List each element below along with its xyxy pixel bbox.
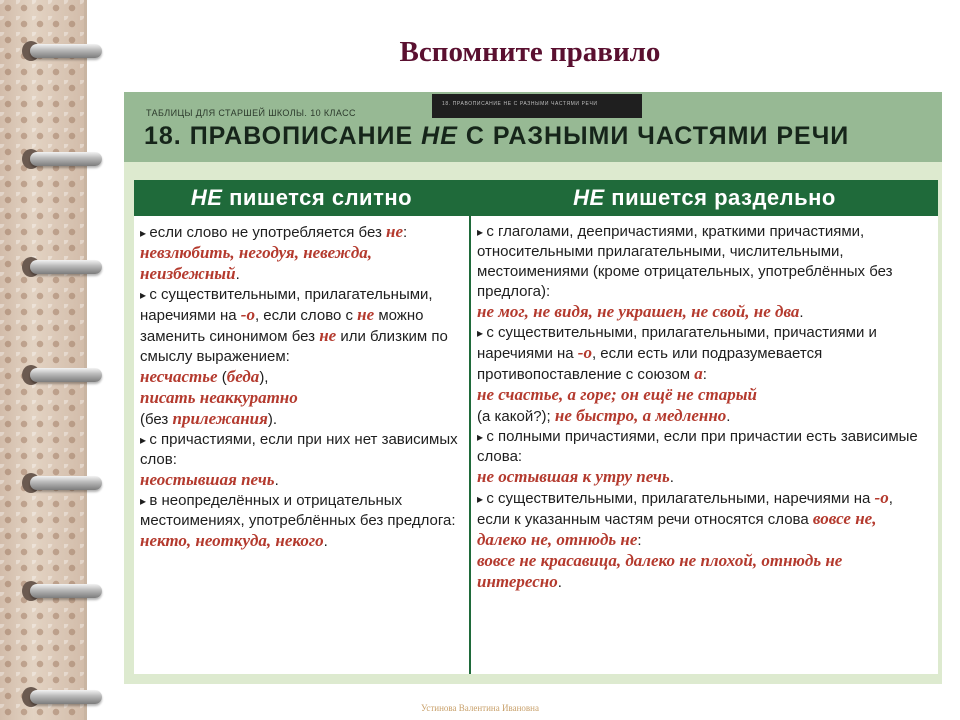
column-separate-header [471,180,938,216]
rule-text: . [557,574,562,591]
header-ne: НЕ [190,185,223,210]
rule-example: не счастье, а горе; он ещё не старый [477,385,757,404]
binding-ring [22,254,106,280]
sheet-tag [432,94,642,118]
binding-ring [22,146,106,172]
rule-example: несчастье [140,367,218,386]
column-joined [134,180,469,552]
binding-ring [22,470,106,496]
sheet-title-part: С РАЗНЫМИ ЧАСТЯМИ РЕЧИ [457,122,850,150]
rule-accent: -о [874,488,889,507]
sheet-title [144,122,849,151]
binding-ring [22,578,106,604]
rule-text: если слово не употребляется без [149,224,386,241]
binding-edge [84,0,87,720]
sheet-title-ne: НЕ [421,122,458,150]
rule-text: можно заменить синонимом без [140,307,424,345]
rule-example: не остывшая к утру печь [477,467,670,486]
sheet-series: ТАБЛИЦЫ ДЛЯ СТАРШЕЙ ШКОЛЫ. 10 КЛАСС [146,108,356,118]
rule-table-sheet [124,92,942,684]
rule-example: некто, неоткуда, некого [140,531,324,550]
rule-item [477,427,928,488]
rule-text: : [637,532,642,549]
rule-item [140,222,459,285]
rule-accent: не [319,326,337,345]
rule-text: : [402,224,408,241]
rule-item [140,491,459,552]
rule-example: невзлюбить, негодуя, невежда, неизбежный [140,243,373,283]
rule-example: вовсе не красавица, далеко не плохой, отнюдь не интересно [477,551,843,591]
sheet-header [124,92,942,162]
column-separate [471,180,938,593]
rule-example: вовсе не, далеко не, отнюдь не [477,509,877,549]
rule-text: , если есть или подразумевается противопоставление с союзом [477,345,823,383]
rule-example: писать неаккуратно [140,388,298,407]
rule-text: , если слово с [254,307,358,324]
sheet-title-part: 18. ПРАВОПИСАНИЕ [144,122,422,150]
rule-item [140,285,459,430]
rule-text: ). [267,411,278,428]
rule-text: (а какой?); [477,408,555,425]
rule-item [477,222,928,323]
rule-item [477,323,928,427]
column-joined-body [134,216,469,552]
rule-example: не быстро, а медленно [554,406,727,425]
sheet-tag-text: 18. ПРАВОПИСАНИЕ НЕ С РАЗНЫМИ ЧАСТЯМИ РЕЧИ [442,101,598,107]
rule-example: прилежания [172,409,268,428]
rule-text: с причастиями, если при них нет зависимых слов: [140,431,458,468]
page-title: Вспомните правило [399,36,661,68]
rule-example: не мог, не видя, не украшен, не свой, не два [477,302,800,321]
header-text: пишется раздельно [604,185,836,210]
rule-accent: не [386,222,403,241]
rule-text: с полными причастиями, если при причастии есть зависимые слова: [477,428,918,465]
rule-text: с существительными, прилагательными, причастиями и наречиями на [477,324,877,362]
rule-text: (без [140,411,173,428]
author-footer: Устинова Валентина Ивановна [421,703,539,713]
rule-accent: а [694,364,703,383]
notebook-binding [0,0,84,720]
column-separate-body [471,216,938,593]
rule-text: . [669,469,674,486]
rule-item [477,488,928,593]
header-text: пишется слитно [222,185,413,210]
rule-text: , если к указанным частям речи относятся слова [477,490,893,528]
rule-example: неостывшая печь [140,470,275,489]
rule-text: ), [259,369,269,386]
rule-accent: не [357,305,375,324]
rule-text: с существительными, прилагательными, наречиями на [486,490,875,507]
rule-text: : [702,366,707,383]
rule-text: в неопределённых и отрицательных местоимениях, употреблённых без предлога: [140,492,456,529]
rule-item [140,430,459,491]
rule-text: . [323,533,328,550]
rule-text: с существительными, прилагательными, наречиями на [140,286,433,324]
binding-ring [22,362,106,388]
rule-text: . [235,266,240,283]
rule-text: или близким по смыслу выражением: [140,328,448,365]
rule-text: с глаголами, деепричастиями, краткими причастиями, относительными прилагательными, числительными, местоимениями (кроме отрицательных, употреблённых без предлога): [477,223,893,300]
column-joined-header [134,180,469,216]
rule-table [134,180,938,674]
rule-text: . [274,472,279,489]
rule-accent: -о [577,343,592,362]
rule-accent: -о [240,305,255,324]
rule-text: ( [217,369,227,386]
header-ne: НЕ [573,185,605,210]
rule-text: . [726,408,731,425]
rule-example: беда [226,367,260,386]
rule-text: . [799,304,804,321]
